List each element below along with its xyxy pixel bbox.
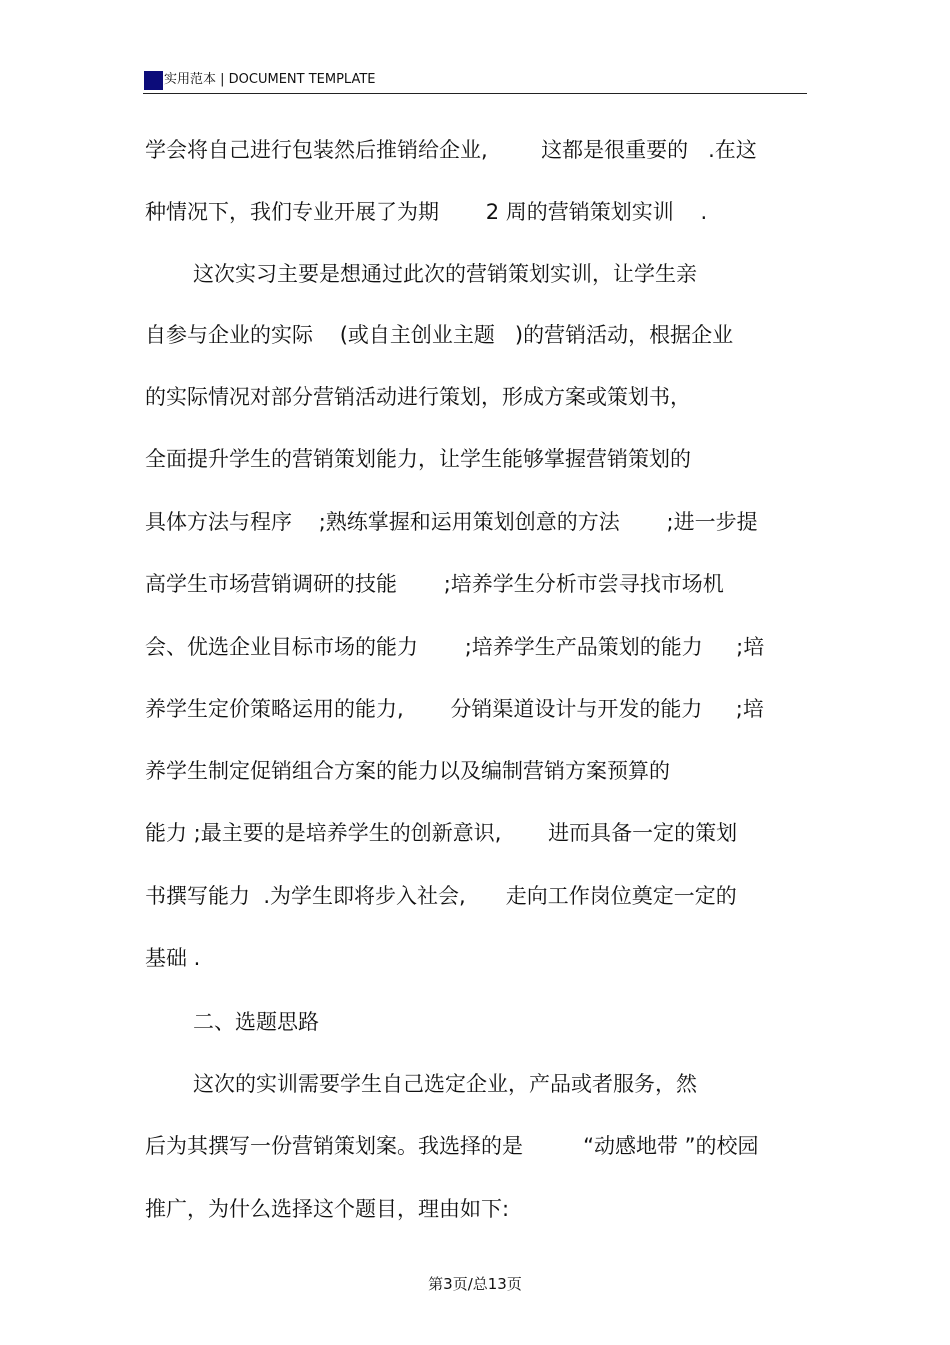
body-line: 书撰写能力 .为学生即将步入社会, 走向工作岗位奠定一定的 — [145, 884, 737, 908]
body-line: 会、优选企业目标市场的能力 ;培养学生产品策划的能力 ;培 — [145, 635, 765, 659]
body-line: 养学生定价策略运用的能力, 分销渠道设计与开发的能力 ;培 — [145, 697, 764, 721]
body-line: 养学生制定促销组合方案的能力以及编制营销方案预算的 — [145, 759, 670, 783]
body-line: 高学生市场营销调研的技能 ;培养学生分析市尝寻找市场机 — [145, 572, 724, 596]
body-line: 学会将自己进行包装然后推销给企业, 这都是很重要的 .在这 — [145, 138, 757, 162]
body-line: 基础 . — [145, 946, 201, 970]
page-number: 第3页/总13页 — [428, 1275, 522, 1293]
document-header — [143, 68, 807, 94]
body-line: 后为其撰写一份营销策划案。我选择的是 “动感地带 ”的校园 — [145, 1134, 759, 1158]
header-title: 实用范本 | DOCUMENT TEMPLATE — [164, 72, 376, 87]
section-heading: 二、选题思路 — [193, 1010, 319, 1034]
body-line: 推广，为什么选择这个题目，理由如下: — [145, 1197, 510, 1221]
body-line: 的实际情况对部分营销活动进行策划，形成方案或策划书， — [145, 385, 691, 409]
paragraph-first-line: 这次的实训需要学生自己选定企业，产品或者服务，然 — [193, 1072, 697, 1096]
body-line: 全面提升学生的营销策划能力，让学生能够掌握营销策划的 — [145, 447, 691, 471]
header-logo-square — [144, 71, 163, 90]
body-line: 能力 ;最主要的是培养学生的创新意识, 进而具备一定的策划 — [145, 821, 738, 845]
body-line: 具体方法与程序 ;熟练掌握和运用策划创意的方法 ;进一步提 — [145, 510, 758, 534]
body-line: 自参与企业的实际 (或自主创业主题 )的营销活动，根据企业 — [145, 323, 734, 347]
paragraph-first-line: 这次实习主要是想通过此次的营销策划实训，让学生亲 — [193, 262, 697, 286]
body-line: 种情况下，我们专业开展了为期 2 周的营销策划实训 . — [145, 200, 708, 224]
